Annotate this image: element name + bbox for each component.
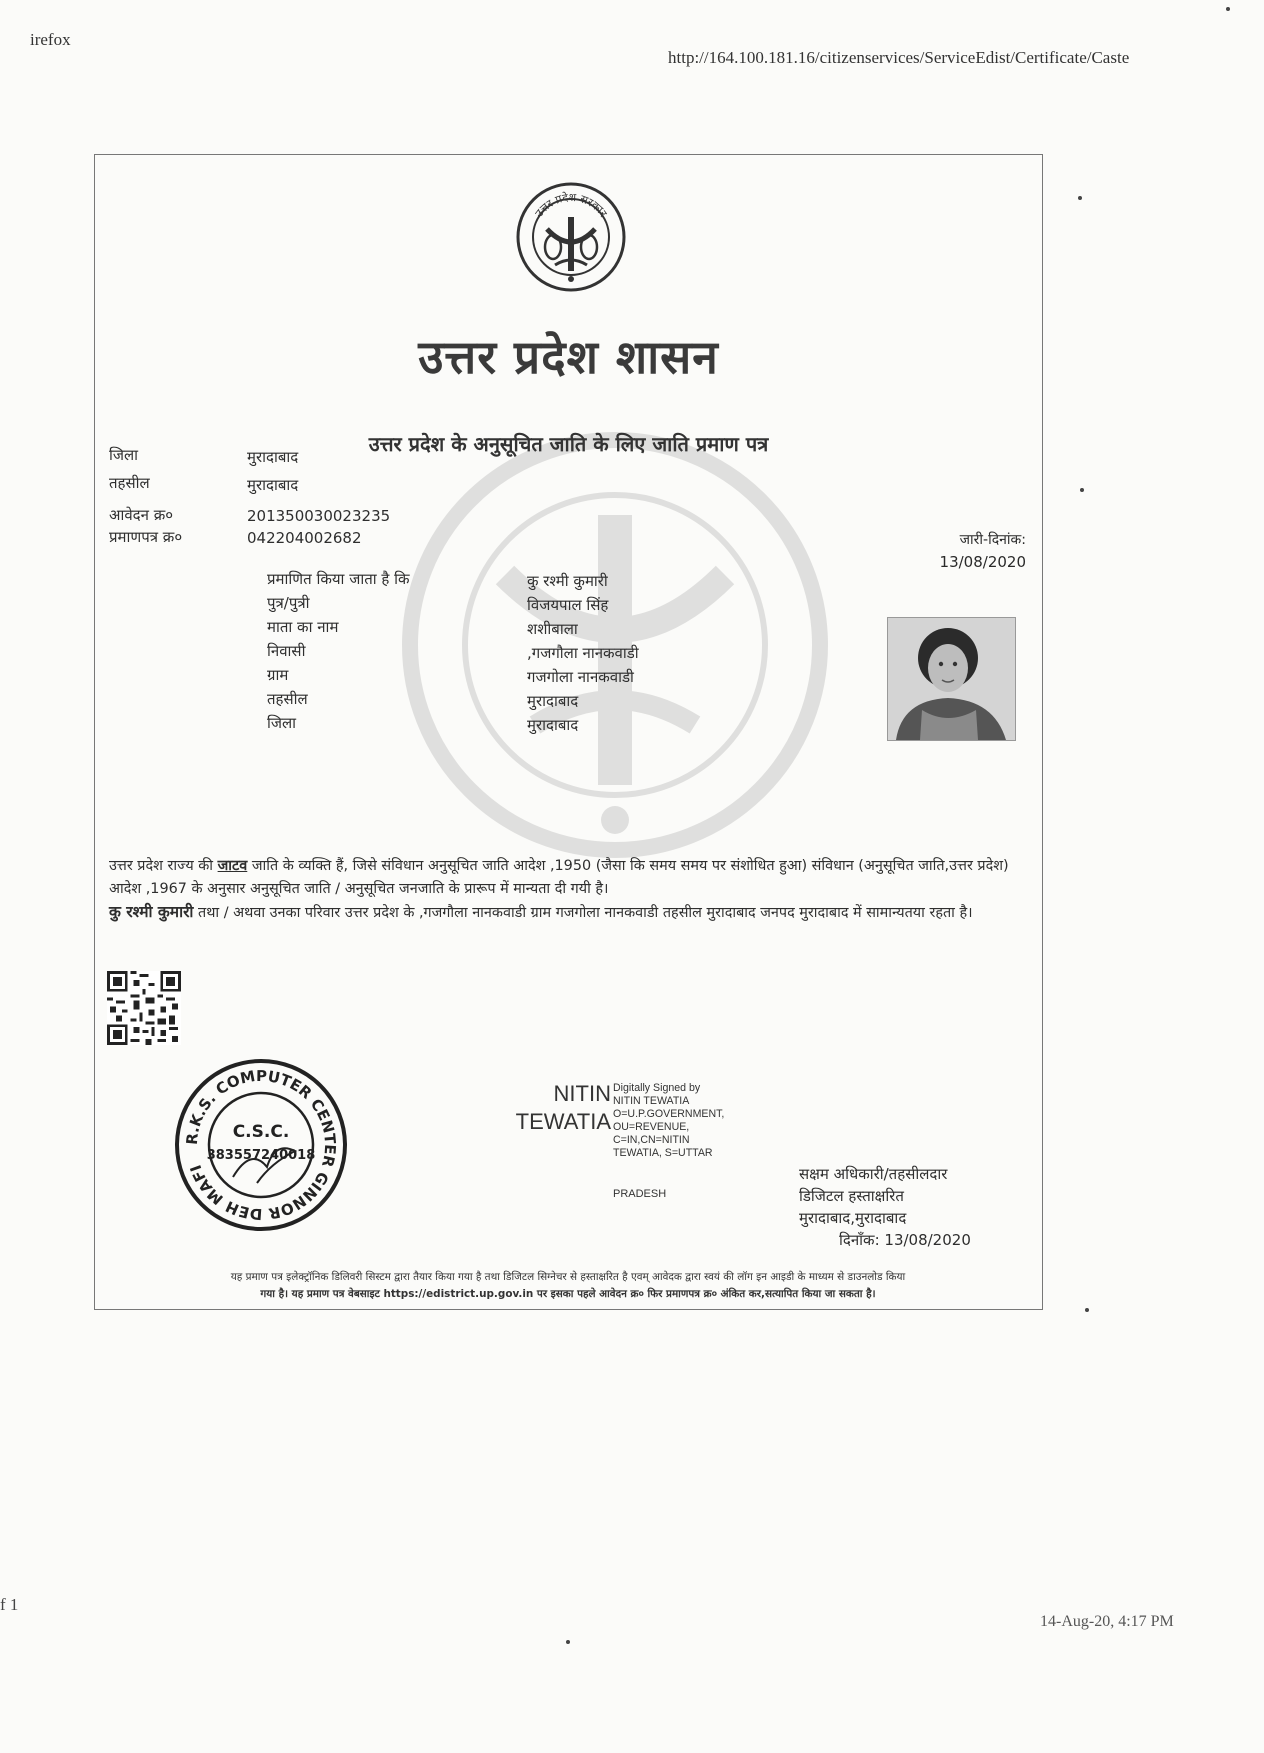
scan-speck [1085,1308,1089,1312]
issue-date-value: 13/08/2020 [939,553,1026,571]
caste-statement [109,855,1014,901]
svg-text:R.K.S. COMPUTER CENTER GINNOR [183,1067,339,1223]
csc-stamp [171,1055,351,1235]
tehsil-label: तहसील [109,474,150,492]
signature-state: PRADESH [613,1188,667,1200]
father-name: विजयपाल सिंह [527,596,609,614]
residence-holder-name: कु रश्मी कुमारी [109,903,194,921]
signature-details [613,1082,724,1160]
application-no-value: 201350030023235 [247,507,391,525]
person-district-value: मुरादाबाद [527,716,579,734]
holder-photo [887,617,1016,741]
emblem-ring-text: उत्तर प्रदेश सरकार [532,190,610,220]
signer-name [495,1080,611,1136]
officer-signed-note: डिजिटल हस्ताक्षरित [799,1187,904,1205]
scan-speck [1226,7,1230,11]
certificate-body [109,855,1014,925]
signature-detail-line: O=U.P.GOVERNMENT, [613,1108,725,1120]
verification-note [103,1269,1033,1303]
officer-location: मुरादाबाद,मुरादाबाद [799,1209,907,1227]
village-label: ग्राम [267,666,289,684]
verification-note-line1: यह प्रमाण पत्र इलेक्ट्रॉनिक डिलिवरी सिस्टम द्वारा तैयार किया गया है तथा डिजिटल सिग्नेचर से हस्ताक्षरित है एवम् आवेदक द्वारा स्वयं की लॉग इन आइडी के माध्यम से डाउनलोड किया [230,1271,906,1283]
person-tehsil-label: तहसील [267,690,308,708]
caste-statement-lead: उत्तर प्रदेश राज्य की [109,858,218,874]
issuing-officer [799,1163,971,1251]
caste-statement-rest: जाति के व्यक्ति हैं, जिसे संविधान अनुसूचित जाति आदेश ,1950 (जैसा कि समय समय पर संशोधित हुआ) संविधान (अनुसूचित जाति,उत्तर प्रदेश) आदेश ,1967 के अनुसार अनुसूचित जाति / अनुसूचित जनजाति के प्रारूप में मान्यता दी गयी है। [109,858,1009,897]
signature-detail-line: NITIN TEWATIA [613,1095,690,1107]
caste-certificate [94,154,1043,1310]
certified-label: प्रमाणित किया जाता है कि [267,570,410,588]
signer-first-name: NITIN [553,1081,611,1106]
holder-name: कु रश्मी कुमारी [527,572,608,590]
district-value: मुरादाबाद [247,448,299,466]
browser-title: irefox [30,30,71,49]
qr-code [107,971,181,1045]
officer-designation: सक्षम अधिकारी/तहसीलदार [799,1165,948,1183]
scan-speck [566,1640,570,1644]
certificate-subtitle: उत्तर प्रदेश के अनुसूचित जाति के लिए जाति प्रमाण पत्र [368,432,769,456]
person-tehsil-value: मुरादाबाद [527,692,579,710]
holder-photo-image [888,618,1015,740]
signature-detail-line: C=IN,CN=NITIN [613,1134,690,1146]
print-timestamp: 14-Aug-20, 4:17 PM [1040,1613,1174,1630]
certificate-no-value: 042204002682 [247,529,362,547]
residence-statement-rest: तथा / अथवा उनका परिवार उत्तर प्रदेश के ,गजगौला नानकवाडी ग्राम गजगोला नानकवाडी तहसील मुरादाबाद जनपद मुरादाबाद में सामान्यतया रहता है। [193,905,973,921]
verification-note-line2 [103,1286,1033,1303]
caste-name: जाटव [217,858,248,874]
digital-signature-block [495,1080,765,1200]
mother-name-label: माता का नाम [267,618,339,636]
resident-label: निवासी [267,642,306,660]
certificate-title: उत्तर प्रदेश शासन [418,330,719,384]
residence-statement [109,901,1014,925]
issue-date-label: जारी-दिनांक: [959,532,1026,548]
scan-speck [1078,196,1082,200]
scan-speck [1080,488,1084,492]
stamp-number: 383557240018 [206,1148,316,1163]
page-count: f 1 [0,1595,19,1614]
certificate-no-label: प्रमाणपत्र क्र० [109,528,183,546]
signer-last-name: TEWATIA [515,1109,611,1134]
verification-note-lead: गया है। यह प्रमाण पत्र वेबसाइट [260,1288,384,1300]
village-value: गजगोला नानकवाडी [527,668,634,686]
verification-url[interactable]: https://edistrict.up.gov.in [383,1288,534,1300]
officer-sign-date: दिनाँक: 13/08/2020 [839,1231,971,1249]
tehsil-value: मुरादाबाद [247,476,299,494]
browser-url[interactable]: http://164.100.181.16/citizenservices/ServiceEdist/Certificate/Caste [668,48,1130,67]
resident-value: ,गजगौला नानकवाडी [527,644,639,662]
signature-detail-line: Digitally Signed by [613,1082,701,1094]
stamp-ring-text: R.K.S. COMPUTER CENTER GINNOR DEH MAFI [182,1066,340,1224]
stamp-center-text: C.S.C. [232,1122,290,1142]
signature-detail-line: OU=REVENUE, [613,1121,690,1133]
application-no-label: आवेदन क्र० [109,506,174,524]
signature-detail-line: TEWATIA, S=UTTAR [613,1147,713,1159]
district-label: जिला [109,446,139,464]
person-district-label: जिला [267,714,297,732]
svg-text:उत्तर प्रदेश सरकार [532,191,609,220]
mother-name: शशीबाला [527,620,578,638]
parent-relation-label: पुत्र/पुत्री [267,594,310,612]
up-government-emblem [515,181,627,293]
verification-note-rest: पर इसका पहले आवेदन क्र० फिर प्रमाणपत्र क्र० अंकित कर,सत्यापित किया जा सकता है। [533,1288,876,1300]
